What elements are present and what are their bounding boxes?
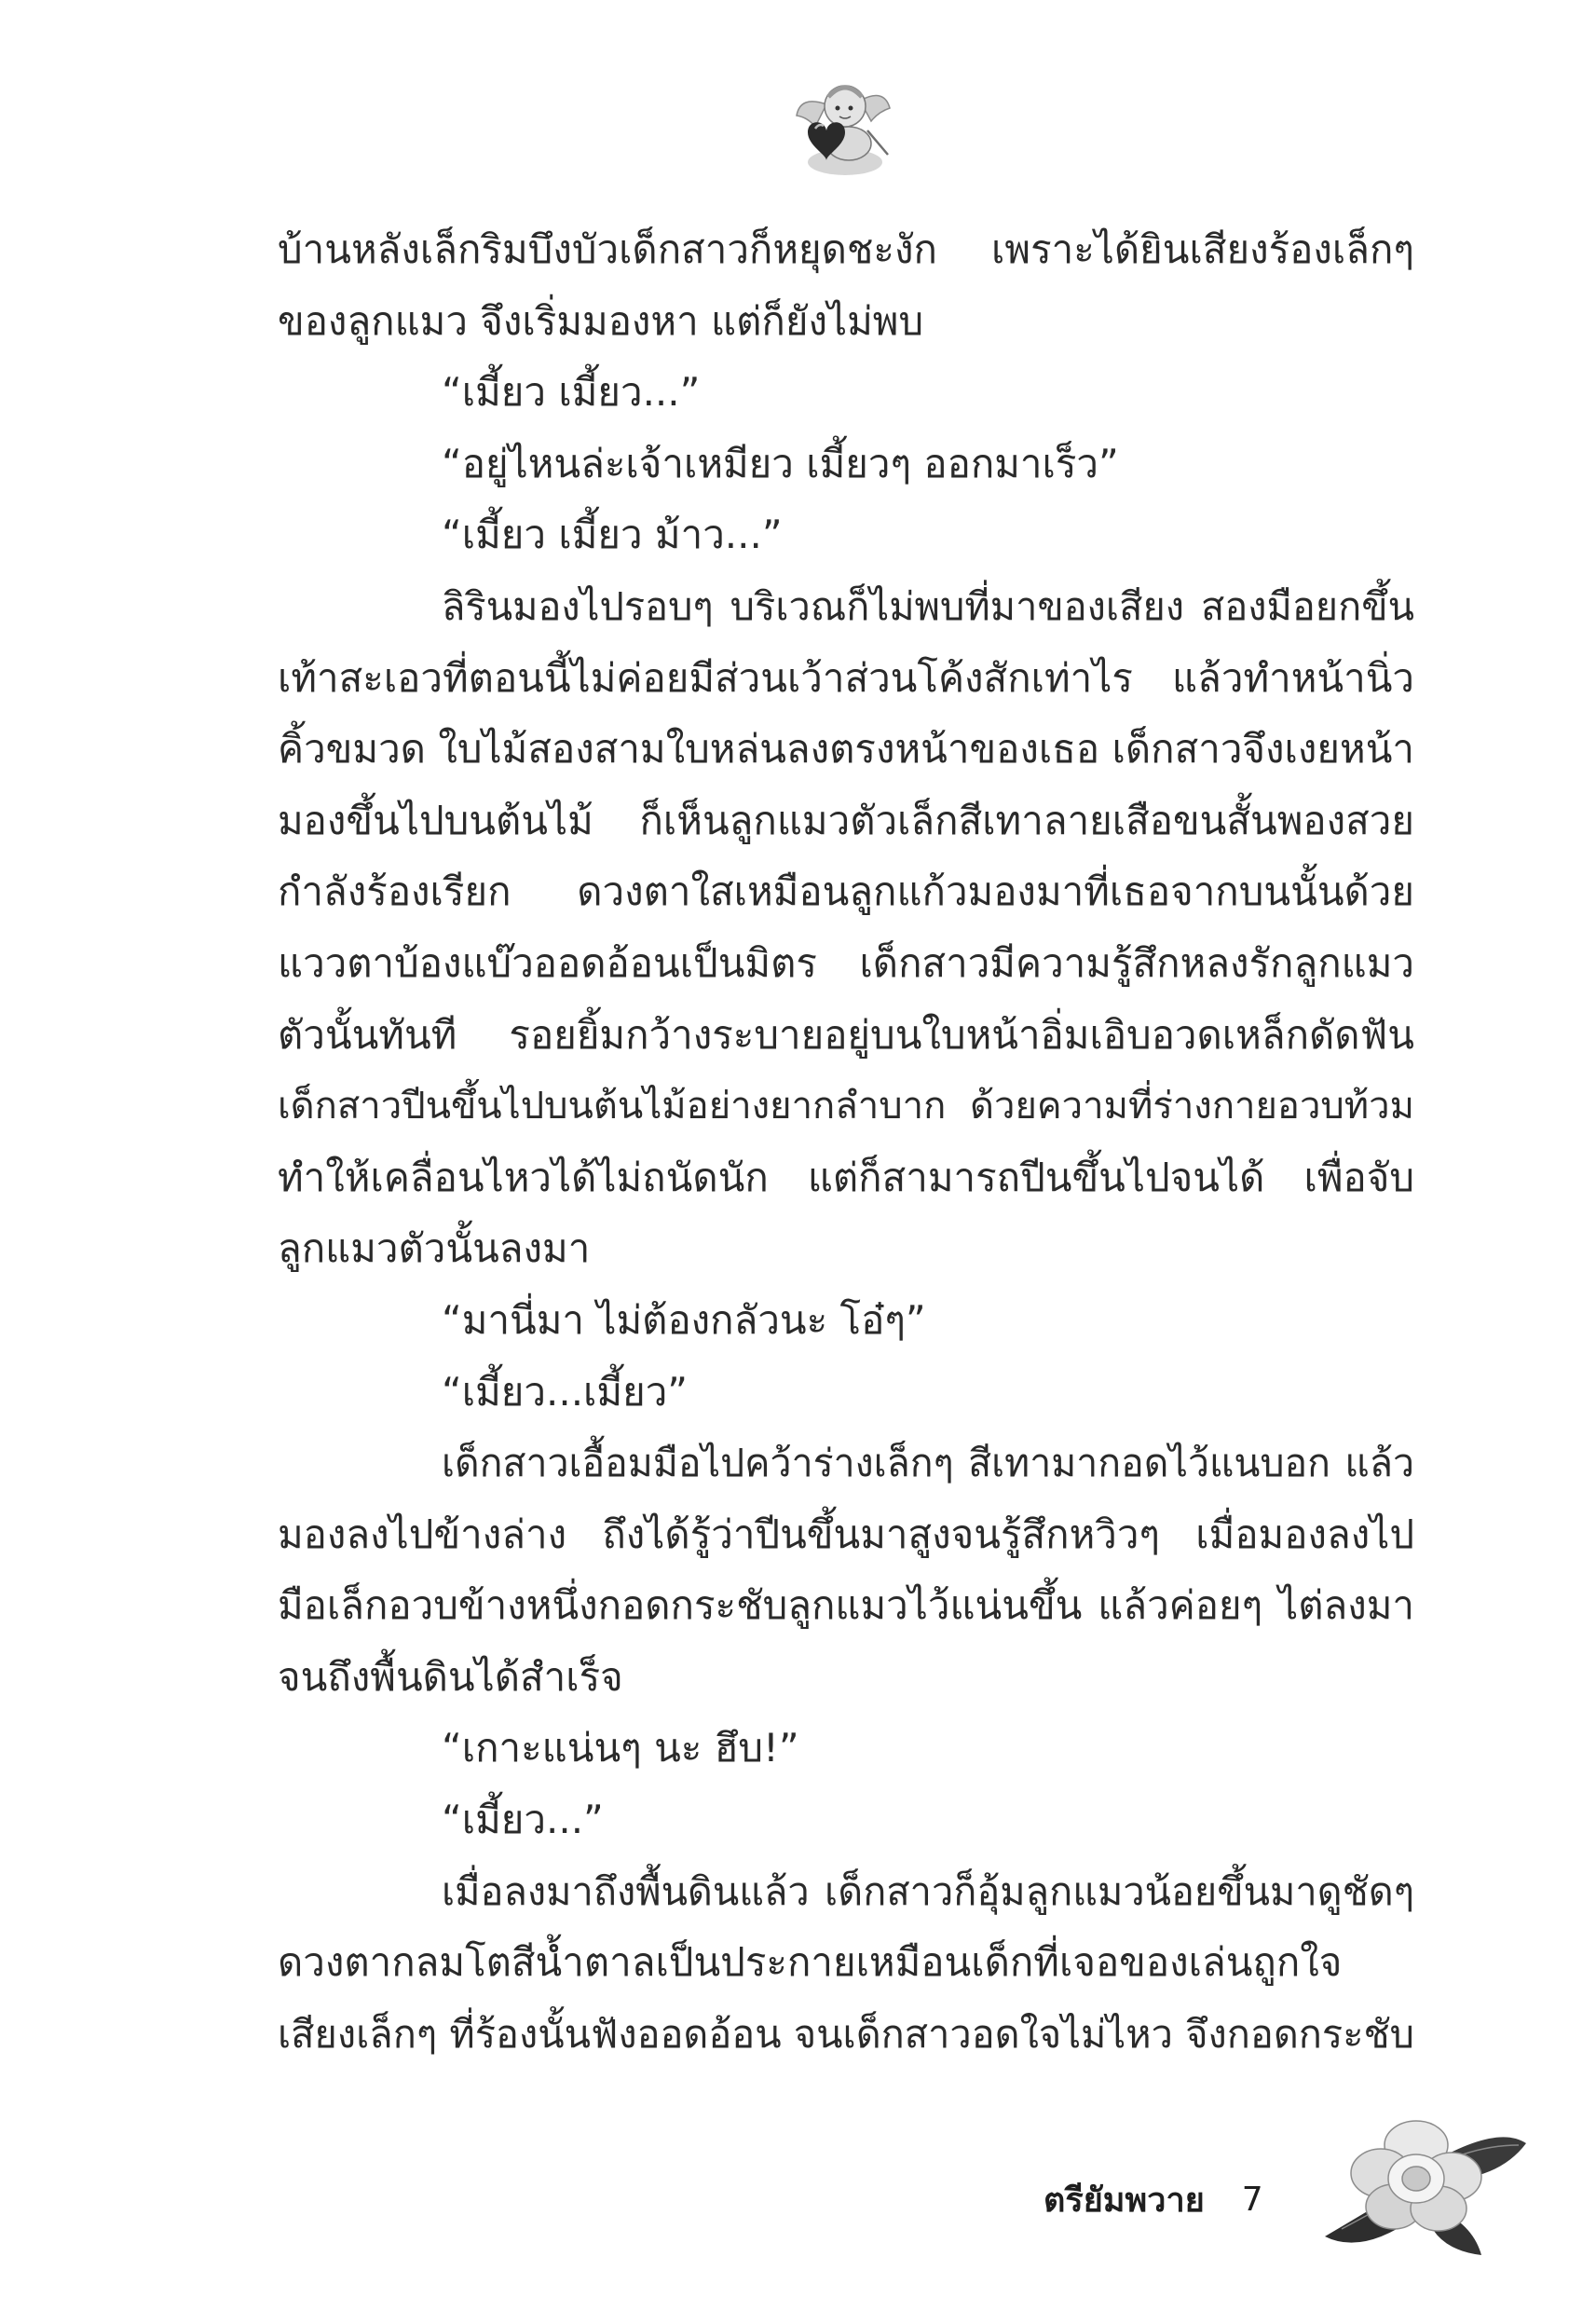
text-line: เท้าสะเอวที่ตอนนี้ไม่ค่อยมีส่วนเว้าส่วนโค้งสักเท่าไร แล้วทำหน้านิ่ว <box>278 654 1414 701</box>
text-line: ดวงตากลมโตสีน้ำตาลเป็นประกายเหมือนเด็กที่เจอของเล่นถูกใจ <box>278 1939 1343 1986</box>
text-line: “อยู่ไหนล่ะเจ้าเหมียว เมี้ยวๆ ออกมาเร็ว” <box>442 440 1119 486</box>
text-line: มองขึ้นไปบนต้นไม้ ก็เห็นลูกแมวตัวเล็กสีเทาลายเสือขนสั้นพองสวย <box>278 797 1414 843</box>
text-line: บ้านหลังเล็กริมบึงบัวเด็กสาวก็หยุดชะงัก เพราะได้ยินเสียงร้องเล็กๆ <box>278 226 1414 272</box>
text-line: ตัวนั้นทันที รอยยิ้มกว้างระบายอยู่บนใบหน้าอิ่มเอิบอวดเหล็กดัดฟัน <box>278 1011 1414 1058</box>
text-line: ของลูกแมว จึงเริ่มมองหา แต่ก็ยังไม่พบ <box>278 297 924 344</box>
text-line: กำลังร้องเรียก ดวงตาใสเหมือนลูกแก้วมองมาที่เธอจากบนนั้นด้วย <box>278 868 1414 915</box>
text-line: เด็กสาวปีนขึ้นไปบนต้นไม้อย่างยากลำบาก ด้วยความที่ร่างกายอวบท้วม <box>278 1085 1414 1128</box>
page-number: 7 <box>1241 2180 1263 2219</box>
text-line: “มานี่มา ไม่ต้องกลัวนะ โอ๋ๆ” <box>442 1296 926 1343</box>
text-line: “เกาะแน่นๆ นะ ฮึบ!” <box>442 1725 799 1771</box>
text-line: คิ้วขมวด ใบไม้สองสามใบหล่นลงตรงหน้าของเธอ เด็กสาวจึงเงยหน้า <box>278 726 1414 773</box>
text-line: เมื่อลงมาถึงพื้นดินแล้ว เด็กสาวก็อุ้มลูกแมวน้อยขึ้นมาดูชัดๆ <box>442 1867 1414 1914</box>
text-line: ลูกแมวตัวนั้นลงมา <box>278 1225 591 1272</box>
text-line: ทำให้เคลื่อนไหวได้ไม่ถนัดนัก แต่ก็สามารถปีนขึ้นไปจนได้ เพื่อจับ <box>278 1154 1414 1200</box>
text-line: จนถึงพื้นดินได้สำเร็จ <box>278 1653 623 1700</box>
book-title: ตรียัมพวาย <box>1044 2181 1205 2220</box>
text-line: ลิรินมองไปรอบๆ บริเวณก็ไม่พบที่มาของเสียง สองมือยกขึ้น <box>442 582 1414 629</box>
text-line: มือเล็กอวบข้างหนึ่งกอดกระชับลูกแมวไว้แน่นขึ้น แล้วค่อยๆ ไต่ลงมา <box>278 1582 1414 1629</box>
text-line: แววตาบ้องแบ๊วออดอ้อนเป็นมิตร เด็กสาวมีความรู้สึกหลงรักลูกแมว <box>278 939 1414 986</box>
cupid-heart-icon <box>787 73 899 185</box>
text-line: “เมี้ยว...” <box>442 1797 604 1843</box>
body-text <box>278 214 1414 2070</box>
gardenia-flower-icon <box>1323 2097 1528 2260</box>
running-footer <box>1044 2162 1263 2236</box>
text-line: “เมี้ยว เมี้ยว...” <box>442 369 701 416</box>
text-line: เด็กสาวเอื้อมมือไปคว้าร่างเล็กๆ สีเทามากอดไว้แนบอก แล้ว <box>442 1441 1414 1486</box>
text-line: มองลงไปข้างล่าง ถึงได้รู้ว่าปีนขึ้นมาสูงจนรู้สึกหวิวๆ เมื่อมองลงไป <box>278 1511 1414 1557</box>
text-line: “เมี้ยว เมี้ยว ม้าว...” <box>442 512 783 558</box>
text-line: เสียงเล็กๆ ที่ร้องนั้นฟังออดอ้อน จนเด็กสาวอดใจไม่ไหว จึงกอดกระชับ <box>278 2010 1414 2057</box>
text-line: “เมี้ยว...เมี้ยว” <box>442 1368 689 1415</box>
